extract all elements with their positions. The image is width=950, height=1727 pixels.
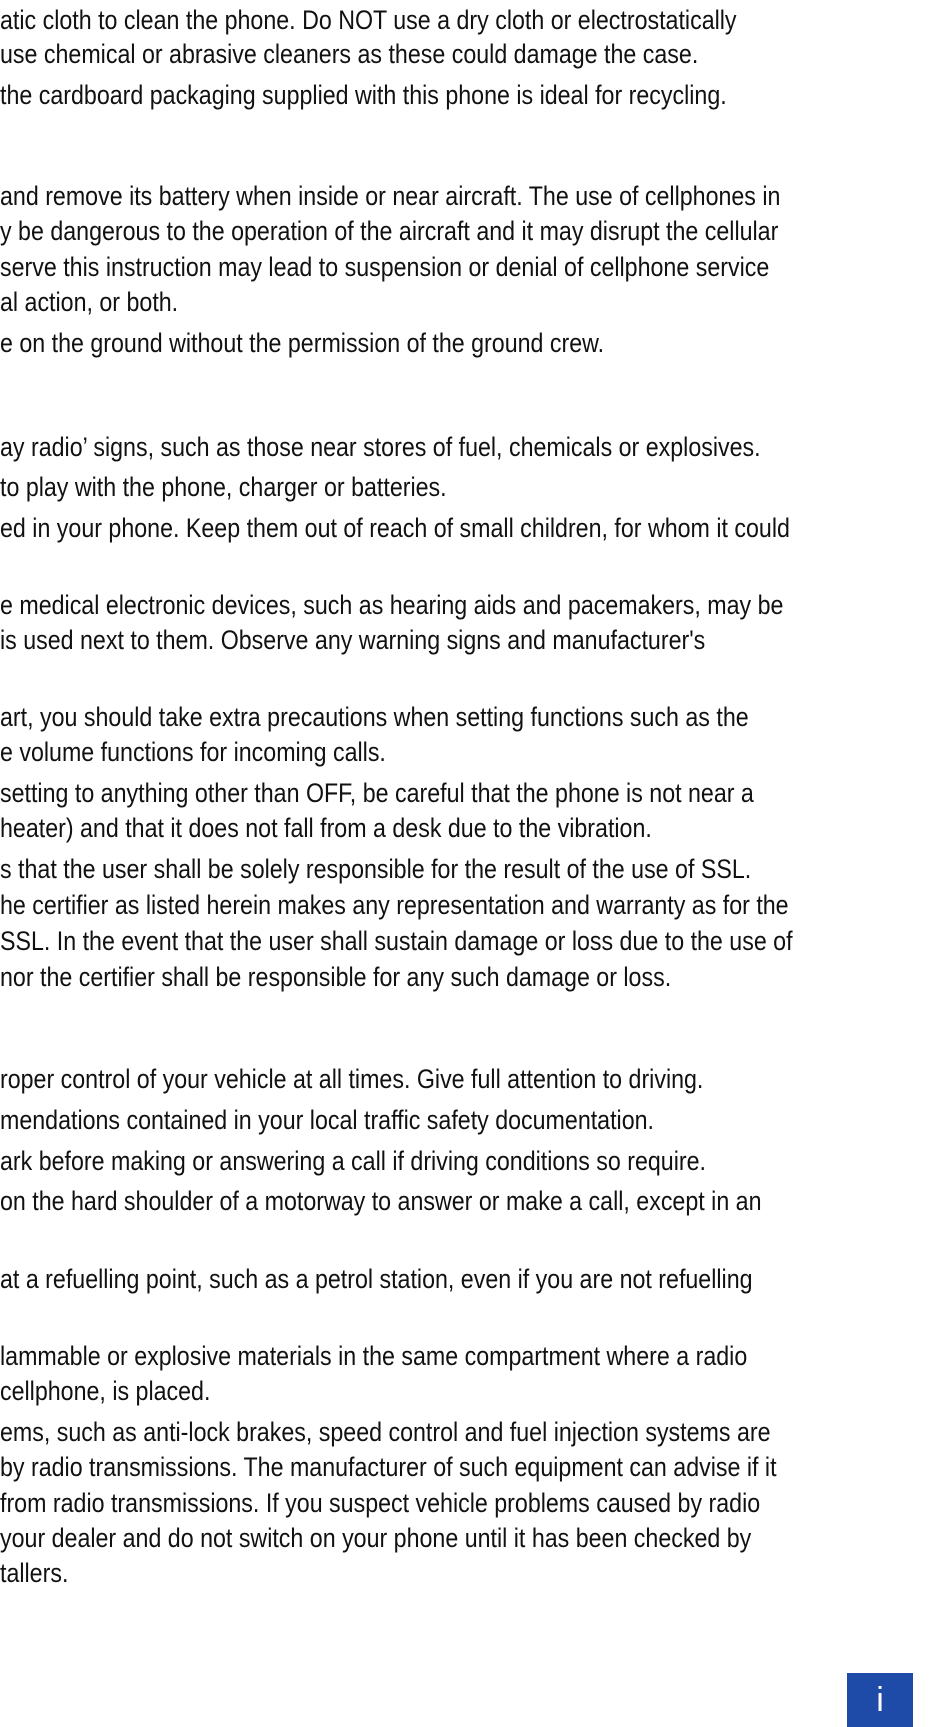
text-line: atic cloth to clean the phone. Do NOT use a dry cloth or electrostatically: [0, 5, 737, 35]
text-line: your dealer and do not switch on your phone until it has been checked by: [0, 1523, 752, 1553]
text-line: s that the user shall be solely responsible for the result of the use of SSL.: [0, 854, 752, 884]
text-line: from radio transmissions. If you suspect vehicle problems caused by radio: [0, 1488, 761, 1518]
text-line: roper control of your vehicle at all times. Give full attention to driving.: [0, 1064, 704, 1094]
text-line: he certifier as listed herein makes any representation and warranty as for the: [0, 890, 789, 920]
text-line: heater) and that it does not fall from a desk due to the vibration.: [0, 813, 652, 843]
text-line: lammable or explosive materials in the same compartment where a radio: [0, 1341, 748, 1371]
text-line: ems, such as anti-lock brakes, speed control and fuel injection systems are: [0, 1417, 771, 1447]
text-line: e on the ground without the permission of the ground crew.: [0, 328, 605, 358]
info-icon: i: [876, 1681, 884, 1719]
text-line: by radio transmissions. The manufacturer of such equipment can advise if it: [0, 1452, 777, 1482]
text-line: ed in your phone. Keep them out of reach of small children, for whom it could: [0, 513, 790, 543]
text-line: nor the certifier shall be responsible for any such damage or loss.: [0, 962, 672, 992]
text-line: to play with the phone, charger or batteries.: [0, 472, 447, 502]
text-line: serve this instruction may lead to suspension or denial of cellphone service: [0, 252, 770, 282]
text-line: the cardboard packaging supplied with this phone is ideal for recycling.: [0, 80, 727, 110]
text-line: e volume functions for incoming calls.: [0, 737, 386, 767]
info-section-badge: [847, 1673, 913, 1727]
text-line: SSL. In the event that the user shall sustain damage or loss due to the use of: [0, 926, 793, 956]
text-line: ay radio’ signs, such as those near stores of fuel, chemicals or explosives.: [0, 432, 761, 462]
text-line: cellphone, is placed.: [0, 1376, 211, 1406]
text-line: y be dangerous to the operation of the aircraft and it may disrupt the cellular: [0, 216, 779, 246]
text-line: setting to anything other than OFF, be careful that the phone is not near a: [0, 778, 754, 808]
text-line: art, you should take extra precautions when setting functions such as the: [0, 702, 749, 732]
text-line: is used next to them. Observe any warning signs and manufacturer's: [0, 625, 706, 655]
text-line: al action, or both.: [0, 287, 179, 317]
text-line: on the hard shoulder of a motorway to answer or make a call, except in an: [0, 1186, 762, 1216]
text-line: and remove its battery when inside or near aircraft. The use of cellphones in: [0, 181, 781, 211]
text-line: use chemical or abrasive cleaners as these could damage the case.: [0, 39, 699, 69]
text-line: tallers.: [0, 1558, 69, 1588]
text-line: at a refuelling point, such as a petrol station, even if you are not refuelling: [0, 1264, 753, 1294]
text-line: ark before making or answering a call if driving conditions so require.: [0, 1146, 706, 1176]
text-line: mendations contained in your local traffic safety documentation.: [0, 1105, 654, 1135]
text-line: e medical electronic devices, such as hearing aids and pacemakers, may be: [0, 590, 784, 620]
